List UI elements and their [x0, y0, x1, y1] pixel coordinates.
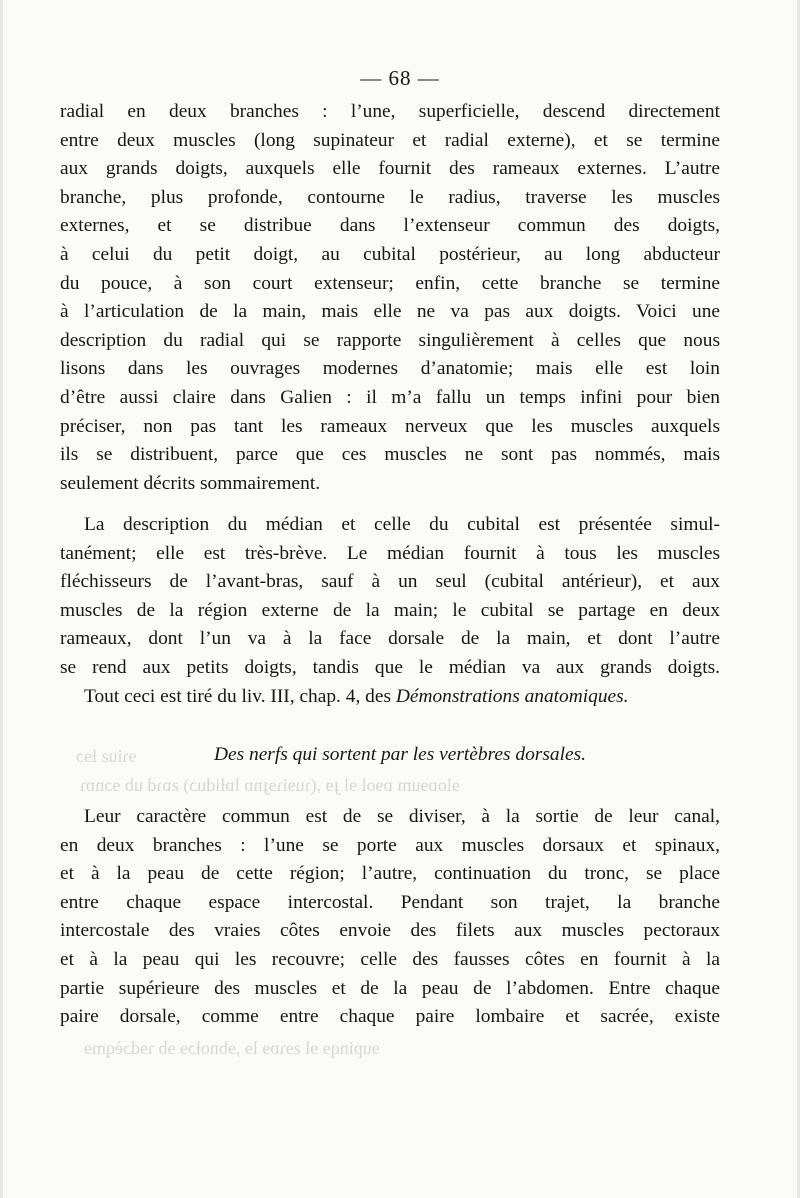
text-line: rameaux, dont l’un va à la face dorsale de la main, et dont l’autre [60, 628, 720, 650]
text-line: aux grands doigts, auxquels elle fournit des rameaux externes. L’autre [60, 158, 720, 180]
scan-edge-left [0, 0, 3, 1198]
text-line: description du radial qui se rapporte singulièrement à celles que nous [60, 329, 720, 351]
text-line: ils se distribuent, parce que ces muscles ne sont pas nommés, mais [60, 444, 720, 466]
text-line: paire dorsale, comme entre chaque paire lombaire et sacrée, existe [60, 1006, 720, 1028]
text-line: seulement décrits sommairement. [60, 472, 321, 494]
paragraph-median-cubital [60, 511, 720, 683]
text-line: radial en deux branches : l’une, superficielle, descend directement [60, 101, 720, 122]
bleed-through-text: ɘɿiuƨ ƚɘɔ [76, 746, 137, 766]
paragraph-source-reference [60, 683, 720, 712]
text-line: entre deux muscles (long supinateur et radial externe), et se termine [60, 129, 720, 151]
text-line: partie supérieure des muscles et de la peau de l’abdomen. Entre chaque [60, 977, 720, 999]
text-line: et à la peau qui les recouvre; celle des fausses côtes en fournit à la [60, 948, 720, 970]
text-line: entre chaque espace intercostal. Pendant son trajet, la branche [60, 891, 720, 913]
text-line: du pouce, à son court extenseur; enfin, cette branche se termine [60, 272, 720, 294]
text-line: branche, plus profonde, contourne le radius, traverse les muscles [60, 186, 720, 208]
text-line: lisons dans les ouvrages modernes d’anatomie; mais elle est loin [60, 358, 720, 380]
text-line: tanément; elle est très-brève. Le médian fournit à tous les muscles [60, 542, 720, 564]
text-line: externes, et se distribue dans l’extenseur commun des doigts, [60, 215, 720, 237]
text-line: préciser, non pas tant les rameaux nerveux que les muscles auxquels [60, 415, 720, 437]
text-line: La description du médian et celle du cubital est présentée simul- [84, 514, 720, 535]
text-line: d’être aussi claire dans Galien : il m’a fallu un temps infini pour bien [60, 386, 720, 408]
section-heading: Des nerfs qui sortent par les vertèbres dorsales. [214, 744, 586, 765]
book-title: Démonstrations anatomiques. [395, 686, 629, 707]
text-line: se rend aux petits doigts, tandis que le médian va aux grands doigts. [60, 656, 720, 678]
text-line: à l’articulation de la main, mais elle ne va pas aux doigts. Voici une [60, 301, 720, 323]
bleed-through-text: ɘupinqɘ ɘl ƨɘɿɒɘ lɘ ,ɘbnoƚɔɘ ɘb ɿɘdɔèqmɘ [84, 1038, 380, 1058]
reference-text: Tout ceci est tiré du liv. III, chap. 4, des [84, 686, 396, 707]
text-line: intercostale des vraies côtes envoie des filets aux muscles pectoraux [60, 920, 720, 942]
text-line: Leur caractère commun est de se diviser, à la sortie de leur canal, [84, 806, 720, 827]
page-number: — 68 — [360, 66, 440, 90]
bleed-through-text: ɘloɒɘum ɒɘol ɘl ɟɘ ,(ɿuɘiɿɘɟnɒ lɒƚiduɔ) ƨɒɿd ub ɘɔnɒɿ [80, 775, 460, 795]
text-line: fléchisseurs de l’avant-bras, sauf à un seul (cubital antérieur), et aux [60, 571, 720, 593]
text-line: en deux branches : l’une se porte aux muscles dorsaux et spinaux, [60, 834, 720, 856]
paragraph-radial-nerve [60, 98, 720, 498]
text-line [60, 683, 720, 712]
text-line: à celui du petit doigt, au cubital postérieur, au long abducteur [60, 243, 720, 265]
text-line: muscles de la région externe de la main; le cubital se partage en deux [60, 599, 720, 621]
paragraph-dorsal-nerves [60, 803, 720, 1032]
text-line: et à la peau de cette région; l’autre, continuation du tronc, se place [60, 863, 720, 885]
